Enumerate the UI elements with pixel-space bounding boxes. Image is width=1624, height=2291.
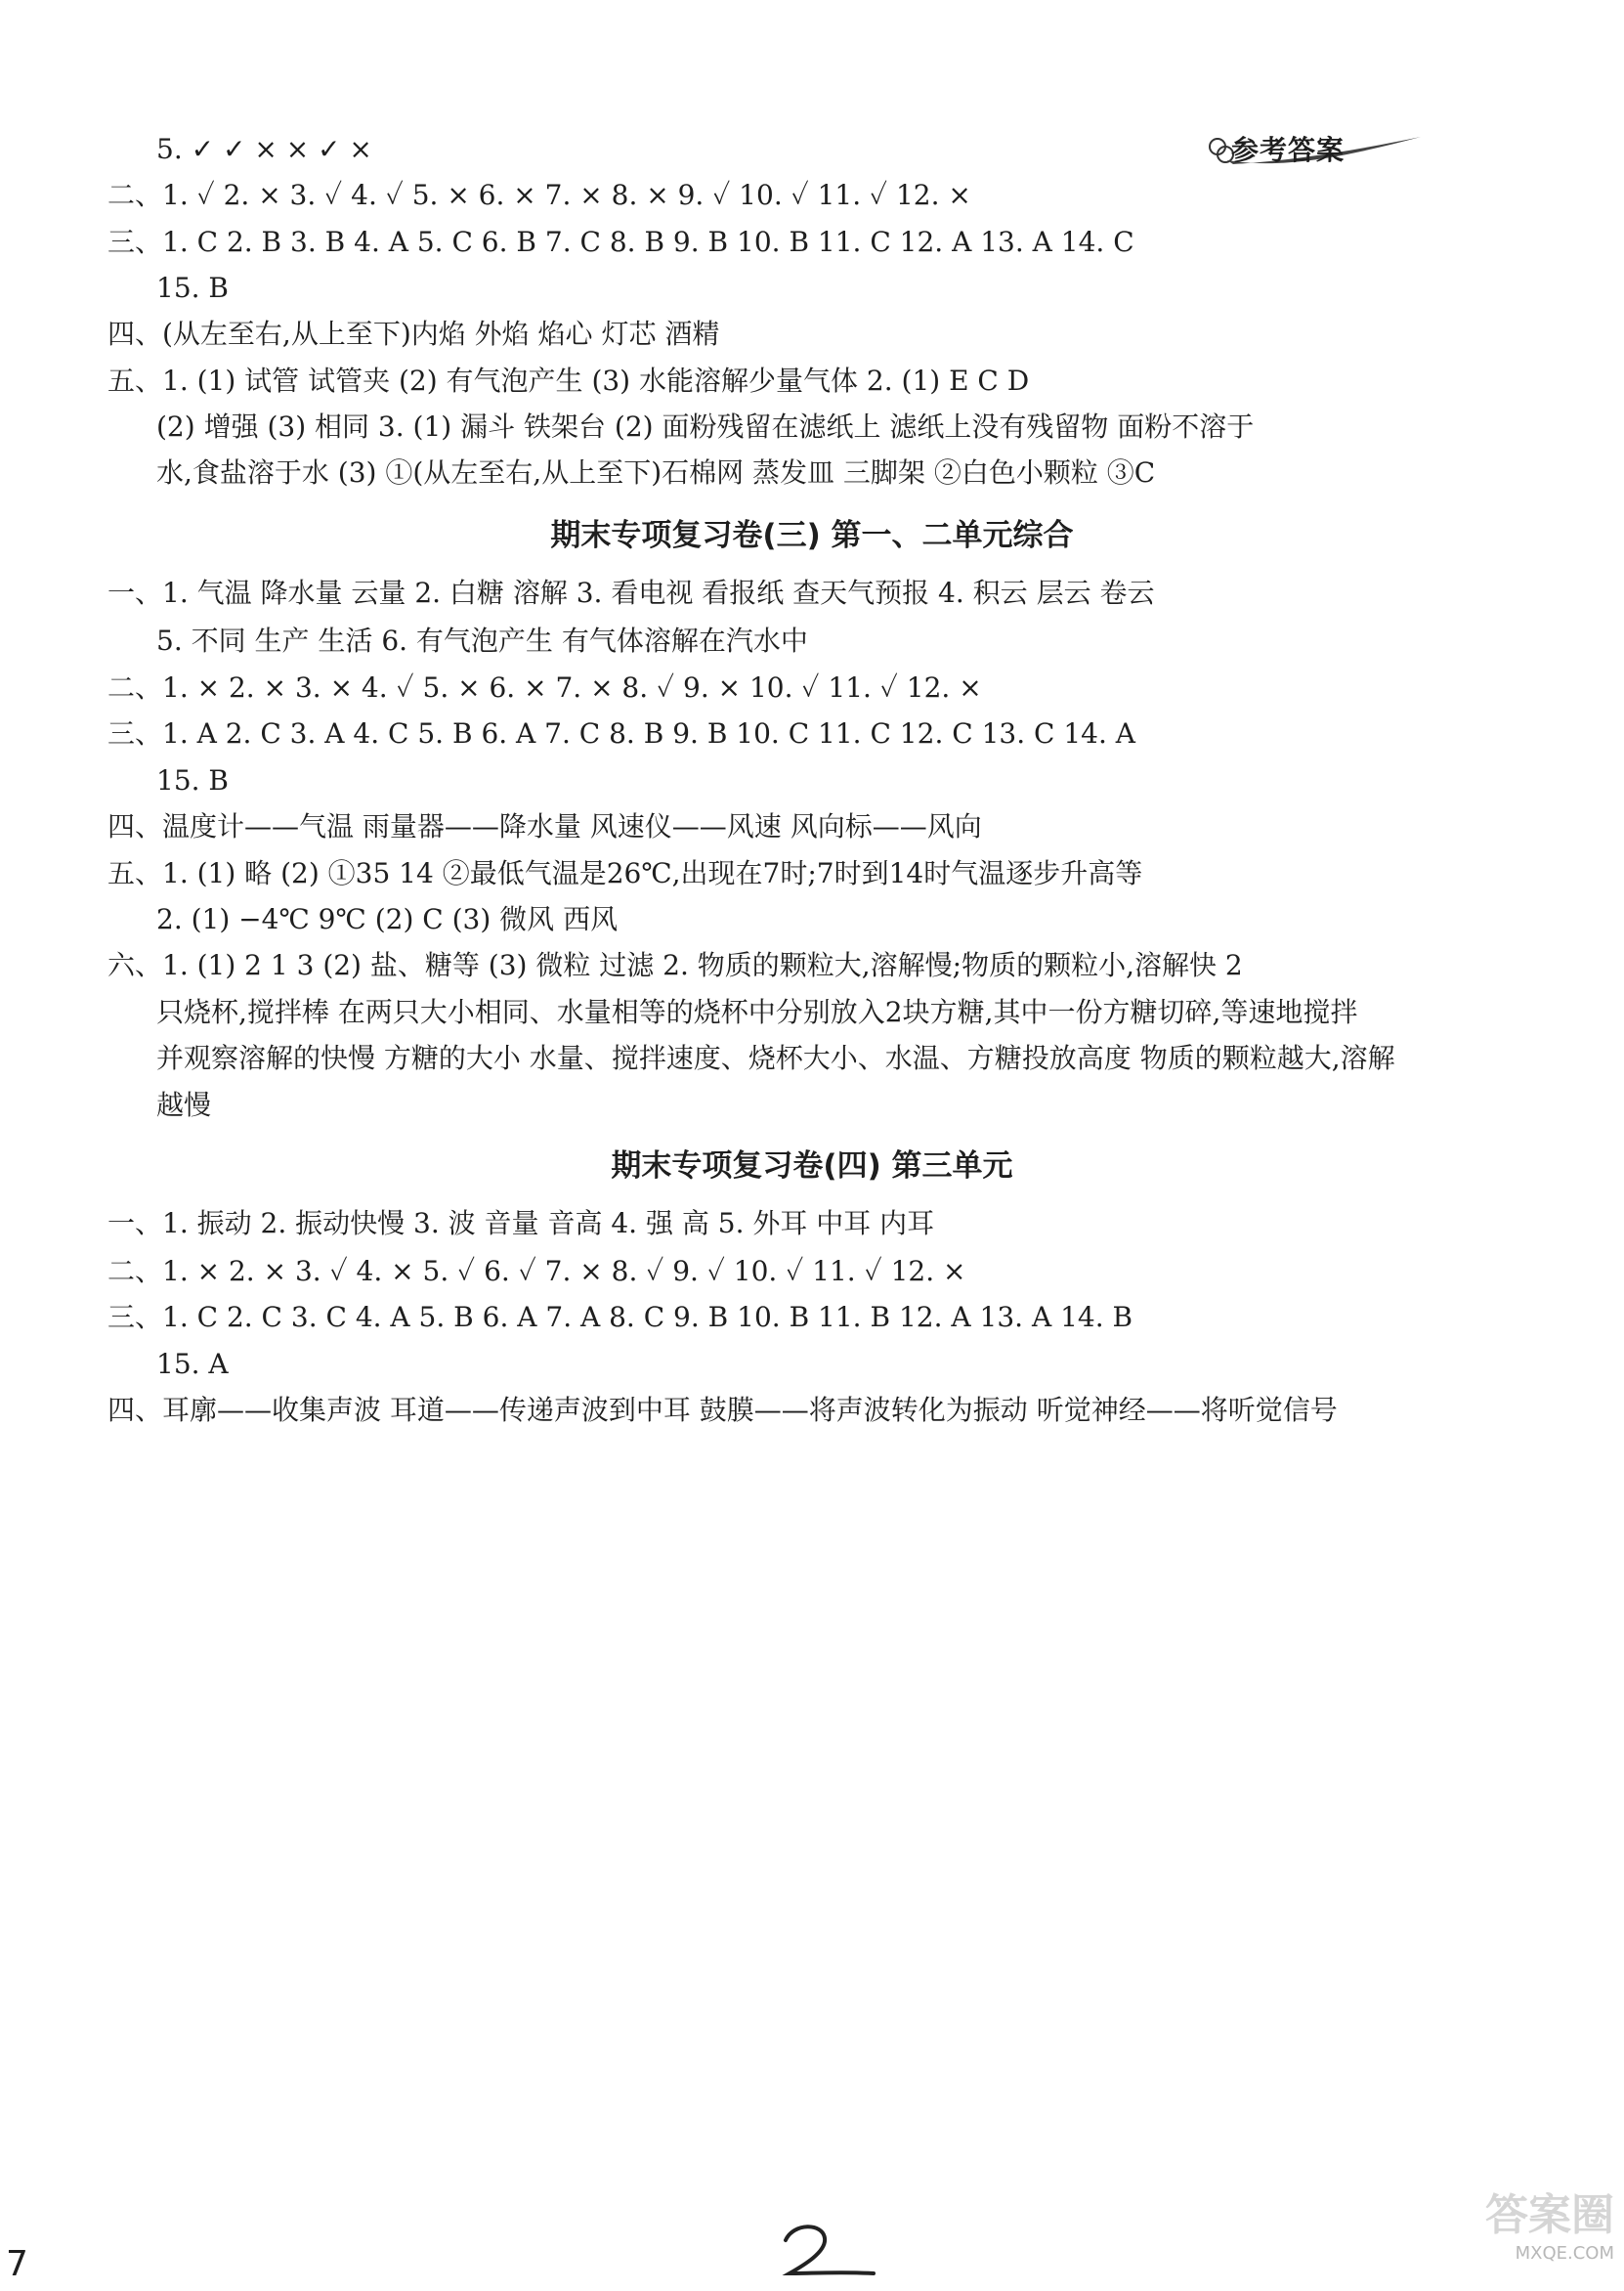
answer-line: 六、1. (1) 2 1 3 (2) 盐、糖等 (3) 微粒 过滤 2. 物质的颗粒大,溶解慢;物质的颗粒小,溶解快 2 <box>107 949 1243 981</box>
answer-line: 三、1. A 2. C 3. A 4. C 5. B 6. A 7. C 8. B 9. B 10. C 11. C 12. C 13. C 14. A <box>107 717 1135 750</box>
answer-line: 2. (1) −4℃ 9℃ (2) C (3) 微风 西风 <box>156 903 619 935</box>
answer-line: (2) 增强 (3) 相同 3. (1) 漏斗 铁架台 (2) 面粉残留在滤纸上 滤纸上没有残留物 面粉不溶于 <box>156 411 1255 443</box>
answer-line: 五、1. (1) 略 (2) ①35 14 ②最低气温是26℃,出现在7时;7时到14时气温逐步升高等 <box>107 857 1143 889</box>
answer-line: 5. 不同 生产 生活 6. 有气泡产生 有气体溶解在汽水中 <box>156 625 808 657</box>
answer-line: 三、1. C 2. C 3. C 4. A 5. B 6. A 7. A 8. C 9. B 10. B 11. B 12. A 13. A 14. B <box>107 1301 1133 1333</box>
section-title: 期末专项复习卷(三) 第一、二单元综合 <box>550 518 1074 553</box>
answer-line: 二、1. × 2. × 3. ✓ 4. × 5. ✓ 6. ✓ 7. × 8. ✓ 9. ✓ 10. ✓ 11. ✓ 12. × <box>107 1255 966 1287</box>
answer-line: 越慢 <box>156 1089 212 1121</box>
answer-line: 二、1. × 2. × 3. × 4. ✓ 5. × 6. × 7. × 8. ✓ 9. × 10. ✓ 11. ✓ 12. × <box>107 671 982 704</box>
watermark-logo: 答案圈 <box>1485 2190 1614 2240</box>
handwritten-2-icon <box>772 2219 879 2287</box>
answer-line: 并观察溶解的快慢 方糖的大小 水量、搅拌速度、烧杯大小、水温、方糖投放高度 物质的颗粒越大,溶解 <box>156 1042 1395 1074</box>
answer-line: 三、1. C 2. B 3. B 4. A 5. C 6. B 7. C 8. B 9. B 10. B 11. C 12. A 13. A 14. C <box>107 226 1134 258</box>
answer-line: 15. B <box>156 272 230 304</box>
page-number: 7 <box>6 2244 28 2284</box>
answer-line: 15. B <box>156 764 230 797</box>
watermark-url: MXQE.COM <box>1515 2243 1614 2264</box>
answer-line: 一、1. 气温 降水量 云量 2. 白糖 溶解 3. 看电视 看报纸 查天气预报 4. 积云 层云 卷云 <box>107 577 1155 609</box>
answer-line: 四、(从左至右,从上至下)内焰 外焰 焰心 灯芯 酒精 <box>107 318 720 350</box>
answer-line: 四、耳廓——收集声波 耳道——传递声波到中耳 鼓膜——将声波转化为振动 听觉神经——将听觉信号 <box>107 1394 1338 1426</box>
answer-line: 只烧杯,搅拌棒 在两只大小相同、水量相等的烧杯中分别放入2块方糖,其中一份方糖切碎,等速地搅拌 <box>156 996 1358 1028</box>
answer-line: 五、1. (1) 试管 试管夹 (2) 有气泡产生 (3) 水能溶解少量气体 2. (1) E C D <box>107 365 1030 397</box>
answer-line: 四、温度计——气温 雨量器——降水量 风速仪——风速 风向标——风向 <box>107 810 982 843</box>
watermark <box>1468 2188 1614 2276</box>
header-title: 参考答案 <box>1231 134 1346 166</box>
answer-line: 一、1. 振动 2. 振动快慢 3. 波 音量 音高 4. 强 高 5. 外耳 中耳 内耳 <box>107 1207 935 1239</box>
answer-line: 水,食盐溶于水 (3) ①(从左至右,从上至下)石棉网 蒸发皿 三脚架 ②白色小颗粒 ③C <box>156 456 1156 489</box>
handwritten-mark <box>772 2219 879 2291</box>
answer-line: 15. A <box>156 1348 229 1380</box>
answer-line: 二、1. ✓ 2. × 3. ✓ 4. ✓ 5. × 6. × 7. × 8. × 9. ✓ 10. ✓ 11. ✓ 12. × <box>107 179 971 211</box>
section-title: 期末专项复习卷(四) 第三单元 <box>611 1148 1013 1184</box>
answer-line: 5. ✓ ✓ × × ✓ × <box>156 133 372 165</box>
